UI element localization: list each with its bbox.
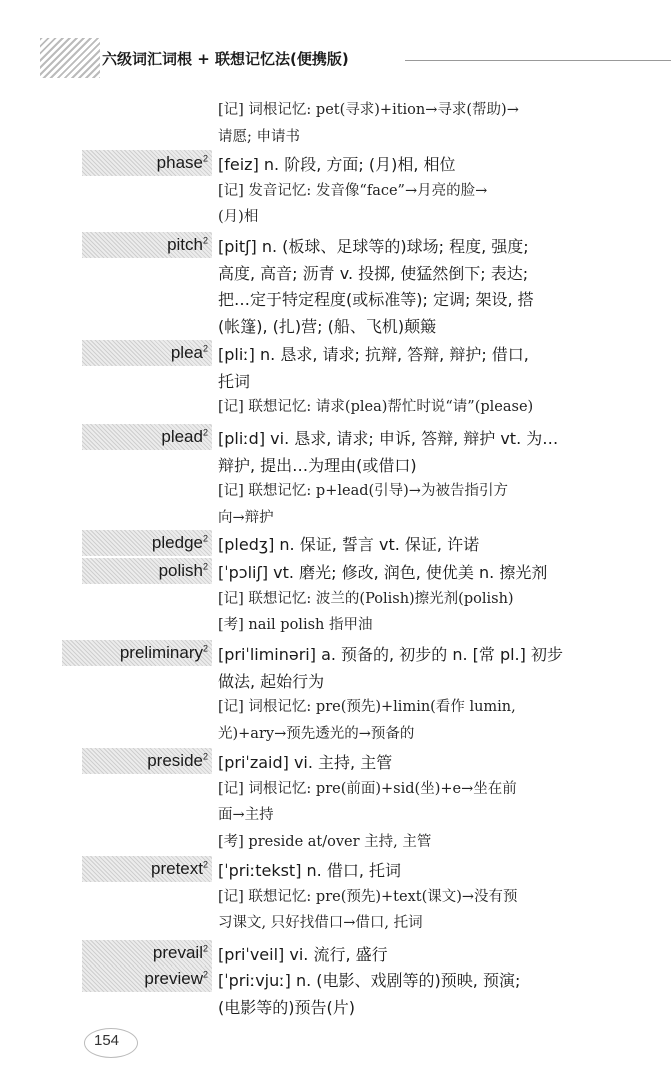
definition-line: [priˈveil] vi. 流行, 盛行 bbox=[218, 945, 388, 964]
frequency-marker: 2 bbox=[202, 969, 208, 980]
headword bbox=[0, 235, 208, 255]
headword-text: polish bbox=[158, 561, 203, 580]
definition-line: 托词 bbox=[218, 371, 251, 391]
headword-text: pitch bbox=[167, 235, 203, 254]
memory-note-line: 向→辩护 bbox=[218, 509, 274, 526]
page-header bbox=[0, 38, 671, 78]
memory-note-line: [记] 联想记忆: p+lead(引导)→为被告指引方 bbox=[218, 483, 508, 499]
definition-line: [ˈpɔliʃ] vt. 磨光; 修改, 润色, 使优美 n. 擦光剂 bbox=[218, 563, 548, 582]
definition-line: [priˈliminəri] a. 预备的, 初步的 n. [常 pl.] 初步 bbox=[218, 645, 563, 664]
definition-line: 辩护, 提出…为理由(或借口) bbox=[218, 455, 417, 475]
definition-line: (帐篷), (扎)营; (船、飞机)颠簸 bbox=[218, 316, 437, 336]
memory-note-line: 习课文, 只好找借口→借口, 托词 bbox=[218, 915, 423, 931]
headword bbox=[0, 343, 208, 363]
frequency-marker: 2 bbox=[202, 561, 208, 572]
frequency-marker: 2 bbox=[202, 343, 208, 354]
page-number: 154 bbox=[94, 1032, 120, 1049]
headword-text: preliminary bbox=[119, 643, 203, 662]
definition-line: [pitʃ] n. (板球、足球等的)球场; 程度, 强度; bbox=[218, 237, 529, 256]
memory-note-line: 面→主持 bbox=[218, 807, 274, 823]
headword-text: phase bbox=[156, 153, 203, 172]
frequency-marker: 2 bbox=[202, 533, 208, 544]
memory-note-line: [记] 词根记忆: pre(前面)+sid(坐)+e→坐在前 bbox=[218, 780, 517, 797]
definition-line: [ˈpriːvjuː] n. (电影、戏剧等的)预映, 预演; bbox=[218, 971, 521, 990]
headword-text: pledge bbox=[151, 533, 203, 552]
memory-note-line: 请愿; 申请书 bbox=[218, 128, 300, 145]
headword bbox=[0, 561, 208, 581]
definition-line: [pliː] n. 恳求, 请求; 抗辩, 答辩, 辩护; 借口, bbox=[218, 345, 529, 364]
memory-note-line: [记] 词根记忆: pet(寻求)+ition→寻求(帮助)→ bbox=[218, 102, 519, 118]
headword-text: prevail bbox=[152, 943, 203, 962]
definition-line: [ˈpriːtekst] n. 借口, 托词 bbox=[218, 861, 402, 880]
headword bbox=[0, 969, 208, 989]
header-hatch-decoration bbox=[40, 38, 100, 78]
headword bbox=[0, 427, 208, 447]
memory-note-line: [考] nail polish 指甲油 bbox=[218, 617, 373, 633]
definition-line: [priˈzaid] vi. 主持, 主管 bbox=[218, 753, 393, 772]
headword bbox=[0, 859, 208, 879]
definition-line: 把…定于特定程度(或标准等); 定调; 架设, 搭 bbox=[218, 290, 534, 309]
frequency-marker: 2 bbox=[202, 643, 208, 654]
definition-line: 高度, 高音; 沥青 v. 投掷, 使猛然倒下; 表达; bbox=[218, 263, 529, 283]
headword bbox=[0, 643, 208, 663]
headword-text: preside bbox=[147, 751, 203, 770]
headword bbox=[0, 751, 208, 771]
definition-line: 做法, 起始行为 bbox=[218, 671, 325, 691]
headword bbox=[0, 153, 208, 173]
headword bbox=[0, 943, 208, 963]
headword bbox=[0, 533, 208, 553]
memory-note-line: [记] 联想记忆: 波兰的(Polish)擦光剂(polish) bbox=[218, 590, 514, 607]
header-title: 六级词汇词根 + 联想记忆法(便携版) bbox=[102, 50, 349, 68]
headword-text: pretext bbox=[151, 859, 203, 878]
frequency-marker: 2 bbox=[202, 859, 208, 870]
memory-note-line: [记] 联想记忆: pre(预先)+text(课文)→没有预 bbox=[218, 888, 518, 905]
memory-note-line: [记] 词根记忆: pre(预先)+limin(看作 lumin, bbox=[218, 699, 516, 715]
headword-text: preview bbox=[144, 969, 203, 988]
memory-note-line: [考] preside at/over 主持, 主管 bbox=[218, 833, 432, 850]
memory-note-line: [记] 发音记忆: 发音像“face”→月亮的脸→ bbox=[218, 182, 488, 199]
frequency-marker: 2 bbox=[202, 235, 208, 246]
definition-line: [pliːd] vi. 恳求, 请求; 申诉, 答辩, 辩护 vt. 为… bbox=[218, 429, 559, 448]
definition-line: [feiz] n. 阶段, 方面; (月)相, 相位 bbox=[218, 155, 456, 174]
memory-note-line: [记] 联想记忆: 请求(plea)帮忙时说“请”(please) bbox=[218, 399, 534, 415]
frequency-marker: 2 bbox=[202, 751, 208, 762]
frequency-marker: 2 bbox=[202, 427, 208, 438]
header-rule bbox=[405, 60, 671, 61]
frequency-marker: 2 bbox=[202, 943, 208, 954]
memory-note-line: (月)相 bbox=[218, 209, 259, 225]
headword-text: plea bbox=[170, 343, 203, 362]
definition-line: (电影等的)预告(片) bbox=[218, 997, 355, 1017]
memory-note-line: 光)+ary→预先透光的→预备的 bbox=[218, 725, 415, 742]
frequency-marker: 2 bbox=[202, 153, 208, 164]
headword-text: plead bbox=[161, 427, 203, 446]
definition-line: [pledʒ] n. 保证, 誓言 vt. 保证, 许诺 bbox=[218, 535, 480, 554]
